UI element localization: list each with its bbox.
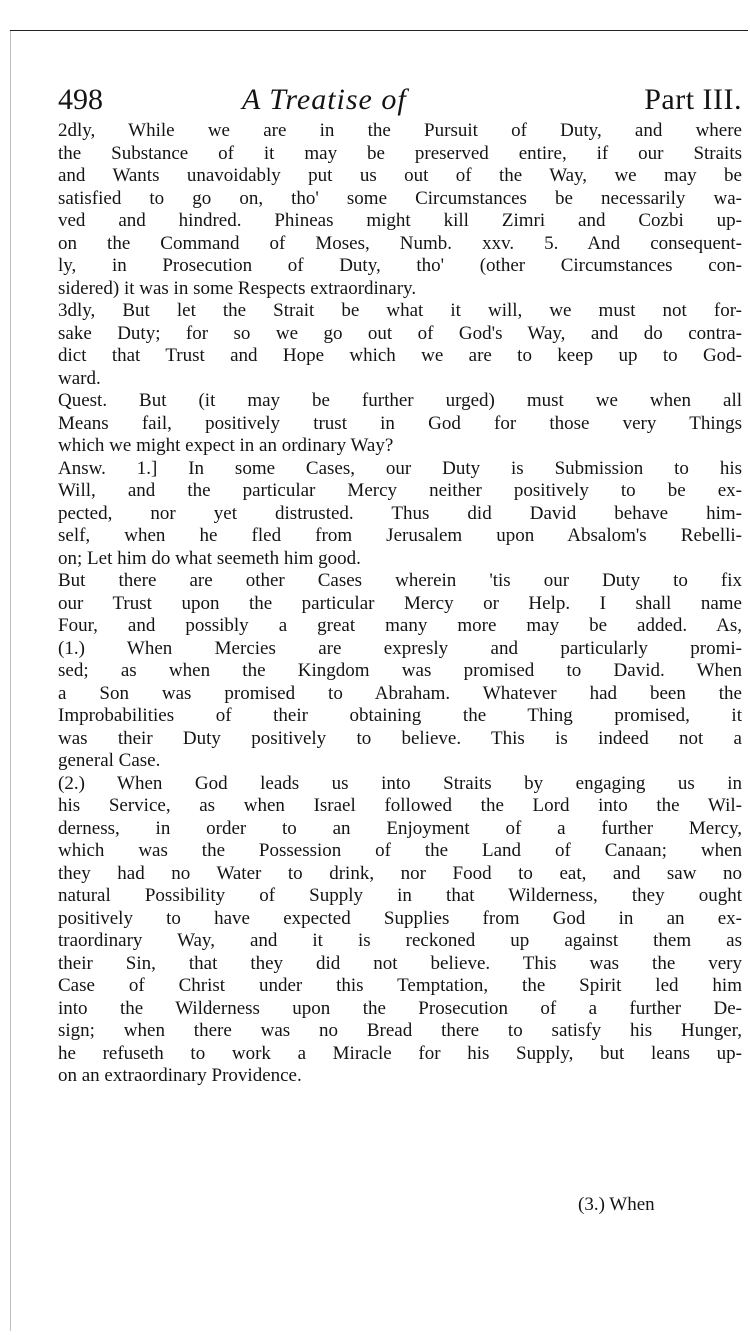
text-line: (2.) When God leads us into Straits by engaging us in: [58, 772, 742, 794]
text-line: our Trust upon the particular Mercy or Help. I shall name: [58, 592, 742, 614]
text-line: pected, nor yet distrusted. Thus did David behave him-: [58, 502, 742, 524]
text-line: Four, and possibly a great many more may be added. As,: [58, 615, 742, 636]
text-line: the Substance of it may be preserved entire, if our Straits: [58, 142, 742, 164]
text-line: 3dly, But let the Strait be what it will, we must not for-: [58, 300, 742, 321]
text-line: 2dly, While we are in the Pursuit of Duty, and where: [58, 120, 742, 141]
text-line: derness, in order to an Enjoyment of a further Mercy,: [58, 817, 742, 839]
text-line: sidered) it was in some Respects extraordinary.: [58, 277, 417, 299]
text-line: which we might expect in an ordinary Way?: [58, 435, 394, 456]
text-line: sed; as when the Kingdom was promised to David. When: [58, 660, 742, 681]
top-border-rule: [10, 30, 748, 31]
text-line: his Service, as when Israel followed the Lord into the Wil-: [58, 795, 742, 816]
text-line: they had no Water to drink, nor Food to eat, and saw no: [58, 862, 742, 884]
text-line: which was the Possession of the Land of Canaan; when: [58, 840, 742, 861]
part-label: Part III.: [644, 83, 742, 116]
text-line: Means fail, positively trust in God for those very Things: [58, 412, 742, 434]
text-line: a Son was promised to Abraham. Whatever had been the: [58, 682, 742, 704]
text-line: Improbabilities of their obtaining the Thing promised, it: [58, 705, 742, 726]
text-line: Will, and the particular Mercy neither positively to be ex-: [58, 480, 742, 501]
text-line: and Wants unavoidably put us out of the Way, we may be: [58, 165, 742, 186]
text-line: sign; when there was no Bread there to satisfy his Hunger,: [58, 1020, 742, 1041]
text-line: self, when he fled from Jerusalem upon Absalom's Rebelli-: [58, 525, 742, 546]
text-line: (1.) When Mercies are expresly and particularly promi-: [58, 637, 742, 659]
text-line: sake Duty; for so we go out of God's Way, and do contra-: [58, 322, 742, 344]
page-header: [58, 80, 742, 120]
text-line: into the Wilderness upon the Prosecution of a further De-: [58, 997, 742, 1019]
text-line: dict that Trust and Hope which we are to keep up to God-: [58, 345, 742, 366]
text-line: Quest. But (it may be further urged) must we when all: [58, 390, 742, 411]
text-line: satisfied to go on, tho' some Circumstances be necessarily wa-: [58, 187, 742, 209]
text-line: general Case.: [58, 750, 161, 771]
text-line: traordinary Way, and it is reckoned up against them as: [58, 930, 742, 951]
running-title: A Treatise of: [242, 83, 407, 116]
catchword: (3.) When: [578, 1194, 655, 1215]
text-line: But there are other Cases wherein 'tis our Duty to fix: [58, 570, 742, 591]
text-line: on the Command of Moses, Numb. xxv. 5. And consequent-: [58, 232, 742, 254]
text-line: positively to have expected Supplies from God in an ex-: [58, 907, 742, 929]
text-line: ved and hindred. Phineas might kill Zimri and Cozbi up-: [58, 210, 742, 231]
text-line: on an extraordinary Providence.: [58, 1065, 302, 1086]
page-number: 498: [58, 83, 103, 116]
text-line: natural Possibility of Supply in that Wilderness, they ought: [58, 885, 742, 906]
text-line: he refuseth to work a Miracle for his Supply, but leans up-: [58, 1042, 742, 1064]
body-text: [58, 120, 742, 1088]
text-line: their Sin, that they did not believe. This was the very: [58, 952, 742, 974]
text-line: ward.: [58, 367, 101, 389]
text-line: ly, in Prosecution of Duty, tho' (other Circumstances con-: [58, 255, 742, 276]
text-line: on; Let him do what seemeth him good.: [58, 547, 361, 569]
text-line: Answ. 1.] In some Cases, our Duty is Submission to his: [58, 457, 742, 479]
text-line: Case of Christ under this Temptation, the Spirit led him: [58, 975, 742, 996]
left-border-rule: [10, 31, 11, 1331]
text-line: was their Duty positively to believe. This is indeed not a: [58, 727, 742, 749]
